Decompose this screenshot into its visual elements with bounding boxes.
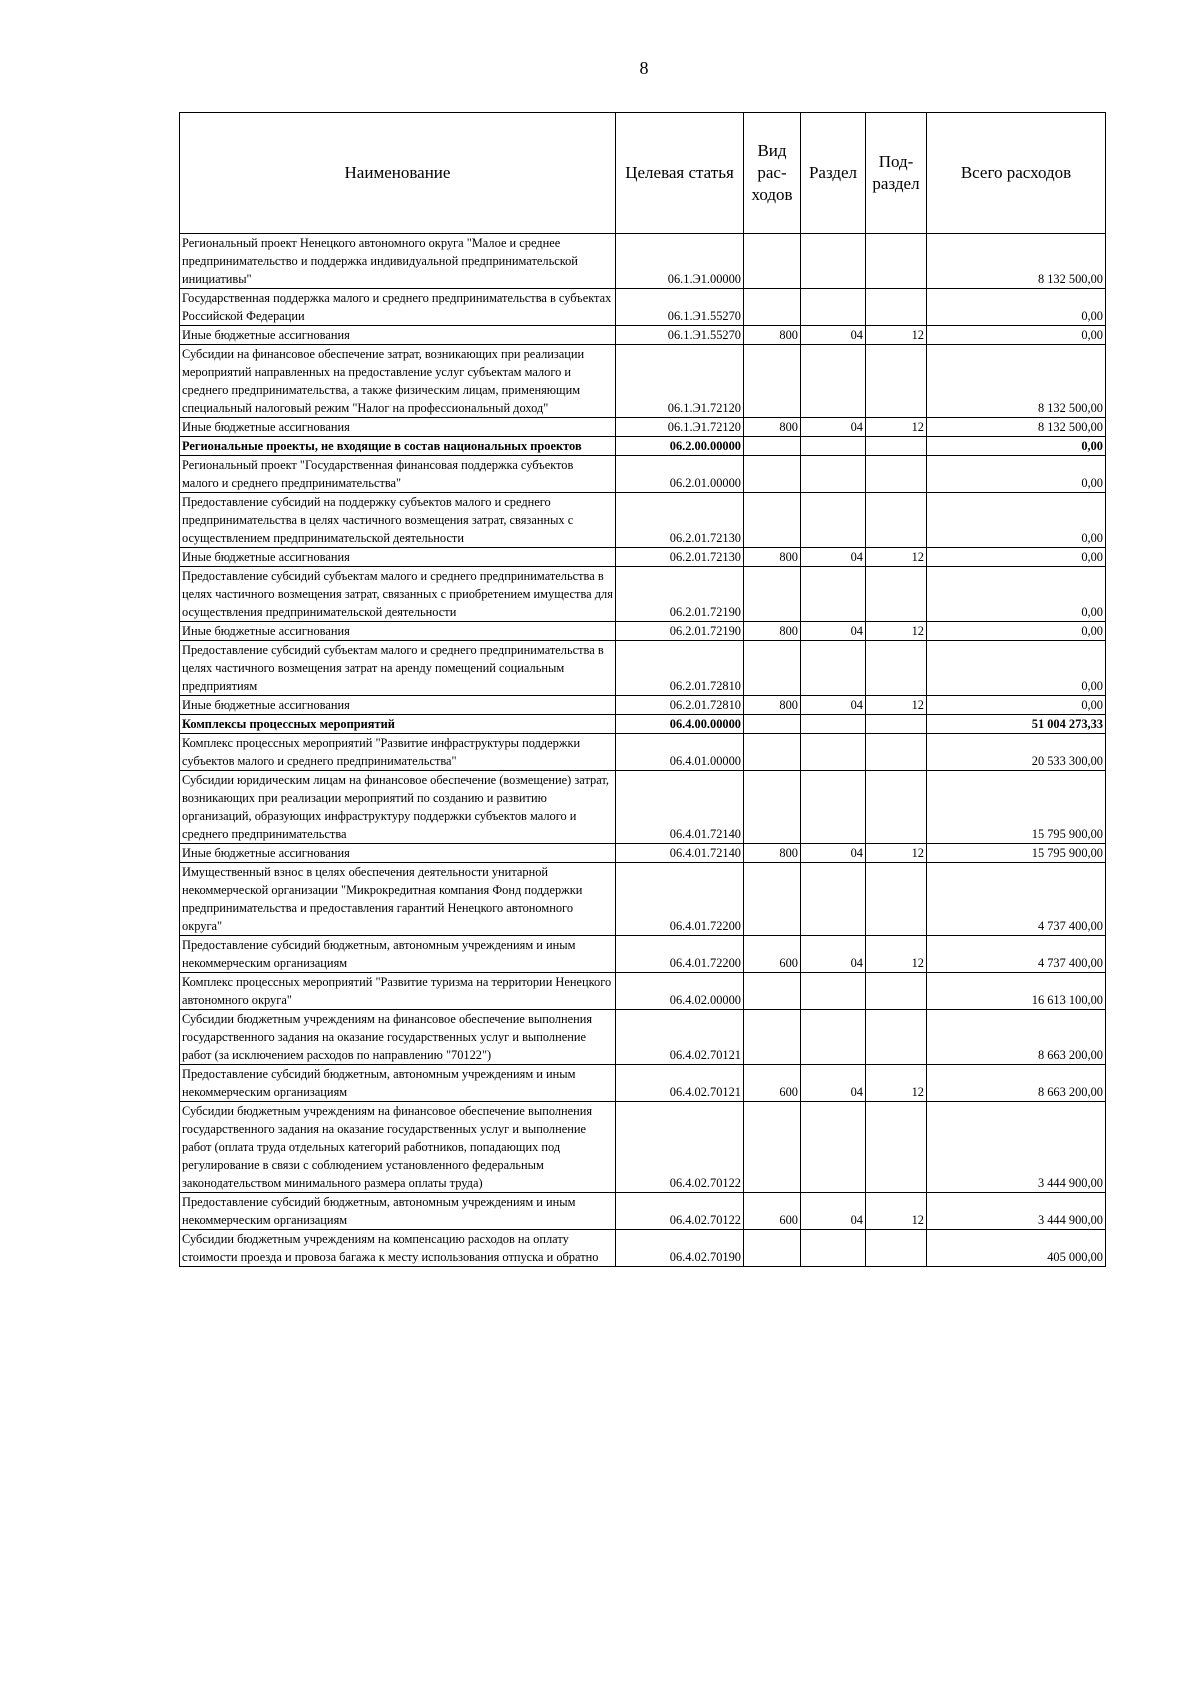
cell-section [801, 437, 866, 456]
table-row [180, 326, 1106, 345]
cell-total: 3 444 900,00 [927, 1102, 1106, 1193]
cell-subsection [866, 973, 927, 1010]
cell-section [801, 715, 866, 734]
cell-subsection [866, 1010, 927, 1065]
cell-section [801, 234, 866, 289]
table-row [180, 234, 1106, 289]
header-kind: Вид рас- ходов [744, 113, 801, 234]
table-row [180, 696, 1106, 715]
cell-subsection [866, 456, 927, 493]
table-row [180, 437, 1106, 456]
cell-name: Предоставление субсидий бюджетным, автономным учреждениям и иным некоммерческим организациям [180, 1193, 616, 1230]
cell-section [801, 456, 866, 493]
cell-section: 04 [801, 548, 866, 567]
table-row [180, 456, 1106, 493]
table-row [180, 418, 1106, 437]
cell-kind [744, 1010, 801, 1065]
table-row [180, 734, 1106, 771]
cell-total: 0,00 [927, 641, 1106, 696]
cell-total: 0,00 [927, 437, 1106, 456]
table-row [180, 771, 1106, 844]
cell-target: 06.4.02.70122 [616, 1102, 744, 1193]
cell-target: 06.2.01.72190 [616, 622, 744, 641]
table-row [180, 1230, 1106, 1267]
cell-kind [744, 863, 801, 936]
cell-name: Субсидии на финансовое обеспечение затрат, возникающих при реализации мероприятий направленных на предоставление услуг субъектам малого и среднего предпринимательства, а также физическим лицам, применяющим специальный налоговый режим "Налог на профессиональный доход" [180, 345, 616, 418]
cell-name: Субсидии юридическим лицам на финансовое обеспечение (возмещение) затрат, возникающих при реализации мероприятий по созданию и развитию организаций, образующих инфраструктуру поддержки субъектов малого и среднего предпринимательства [180, 771, 616, 844]
cell-section [801, 1230, 866, 1267]
cell-section [801, 734, 866, 771]
cell-total: 0,00 [927, 456, 1106, 493]
table-row [180, 1065, 1106, 1102]
cell-section: 04 [801, 696, 866, 715]
cell-kind: 800 [744, 418, 801, 437]
cell-subsection [866, 234, 927, 289]
cell-subsection: 12 [866, 844, 927, 863]
cell-section [801, 289, 866, 326]
cell-total: 20 533 300,00 [927, 734, 1106, 771]
cell-section [801, 345, 866, 418]
cell-target: 06.4.02.70121 [616, 1065, 744, 1102]
cell-kind [744, 715, 801, 734]
cell-section [801, 641, 866, 696]
cell-target: 06.2.01.72190 [616, 567, 744, 622]
cell-total: 0,00 [927, 567, 1106, 622]
cell-subsection [866, 345, 927, 418]
cell-kind [744, 456, 801, 493]
table-row [180, 548, 1106, 567]
cell-name: Иные бюджетные ассигнования [180, 548, 616, 567]
cell-name: Субсидии бюджетным учреждениям на финансовое обеспечение выполнения государственного задания на оказание государственных услуг и выполнение работ (за исключением расходов по направлению "70122") [180, 1010, 616, 1065]
cell-section: 04 [801, 844, 866, 863]
cell-kind: 800 [744, 622, 801, 641]
cell-total: 0,00 [927, 289, 1106, 326]
cell-subsection [866, 1230, 927, 1267]
cell-name: Предоставление субсидий бюджетным, автономным учреждениям и иным некоммерческим организациям [180, 1065, 616, 1102]
cell-section [801, 567, 866, 622]
cell-section [801, 863, 866, 936]
cell-kind [744, 771, 801, 844]
cell-name: Государственная поддержка малого и среднего предпринимательства в субъектах Российской Федерации [180, 289, 616, 326]
cell-total: 4 737 400,00 [927, 936, 1106, 973]
cell-target: 06.1.Э1.55270 [616, 289, 744, 326]
cell-subsection [866, 1102, 927, 1193]
cell-total: 8 132 500,00 [927, 345, 1106, 418]
cell-name: Иные бюджетные ассигнования [180, 844, 616, 863]
cell-subsection: 12 [866, 548, 927, 567]
cell-total: 16 613 100,00 [927, 973, 1106, 1010]
cell-target: 06.2.01.72130 [616, 548, 744, 567]
cell-target: 06.4.02.70121 [616, 1010, 744, 1065]
cell-target: 06.4.01.72140 [616, 771, 744, 844]
cell-kind [744, 1230, 801, 1267]
table-row [180, 844, 1106, 863]
cell-total: 15 795 900,00 [927, 771, 1106, 844]
cell-total: 51 004 273,33 [927, 715, 1106, 734]
table-row [180, 936, 1106, 973]
header-name: Наименование [180, 113, 616, 234]
table-row [180, 715, 1106, 734]
header-target: Целевая статья [616, 113, 744, 234]
cell-target: 06.2.01.00000 [616, 456, 744, 493]
budget-table [179, 112, 1106, 1267]
cell-name: Предоставление субсидий субъектам малого и среднего предпринимательства в целях частичного возмещения затрат, связанных с приобретением имущества для осуществления предпринимательской деятельности [180, 567, 616, 622]
cell-total: 0,00 [927, 548, 1106, 567]
cell-section [801, 1010, 866, 1065]
cell-target: 06.4.02.70190 [616, 1230, 744, 1267]
cell-kind: 800 [744, 326, 801, 345]
cell-section: 04 [801, 936, 866, 973]
cell-kind: 600 [744, 936, 801, 973]
cell-total: 0,00 [927, 493, 1106, 548]
cell-subsection [866, 863, 927, 936]
cell-name: Предоставление субсидий бюджетным, автономным учреждениям и иным некоммерческим организациям [180, 936, 616, 973]
cell-name: Региональный проект Ненецкого автономного округа "Малое и среднее предпринимательство и поддержка индивидуальной предпринимательской инициативы" [180, 234, 616, 289]
cell-target: 06.2.00.00000 [616, 437, 744, 456]
cell-section: 04 [801, 1065, 866, 1102]
cell-kind: 600 [744, 1065, 801, 1102]
cell-total: 8 132 500,00 [927, 418, 1106, 437]
cell-kind: 600 [744, 1193, 801, 1230]
cell-target: 06.2.01.72810 [616, 641, 744, 696]
table-row [180, 1193, 1106, 1230]
cell-subsection [866, 289, 927, 326]
cell-name: Предоставление субсидий на поддержку субъектов малого и среднего предпринимательства в целях частичного возмещения затрат, связанных с осуществлением предпринимательской деятельности [180, 493, 616, 548]
cell-name: Иные бюджетные ассигнования [180, 696, 616, 715]
cell-subsection: 12 [866, 1065, 927, 1102]
cell-target: 06.1.Э1.72120 [616, 418, 744, 437]
cell-subsection [866, 493, 927, 548]
cell-total: 0,00 [927, 622, 1106, 641]
cell-section: 04 [801, 622, 866, 641]
cell-section: 04 [801, 418, 866, 437]
cell-target: 06.4.01.00000 [616, 734, 744, 771]
cell-kind [744, 493, 801, 548]
cell-total: 0,00 [927, 326, 1106, 345]
table-row [180, 1102, 1106, 1193]
cell-subsection: 12 [866, 418, 927, 437]
cell-subsection: 12 [866, 936, 927, 973]
cell-section: 04 [801, 1193, 866, 1230]
cell-total: 405 000,00 [927, 1230, 1106, 1267]
cell-total: 8 663 200,00 [927, 1010, 1106, 1065]
cell-subsection: 12 [866, 622, 927, 641]
table-header-row [180, 113, 1106, 234]
cell-kind [744, 234, 801, 289]
cell-kind [744, 567, 801, 622]
table-row [180, 567, 1106, 622]
cell-subsection: 12 [866, 1193, 927, 1230]
cell-name: Иные бюджетные ассигнования [180, 326, 616, 345]
cell-section [801, 493, 866, 548]
cell-target: 06.2.01.72810 [616, 696, 744, 715]
cell-subsection: 12 [866, 696, 927, 715]
cell-name: Комплекс процессных мероприятий "Развитие инфраструктуры поддержки субъектов малого и среднего предпринимательства" [180, 734, 616, 771]
cell-name: Субсидии бюджетным учреждениям на компенсацию расходов на оплату стоимости проезда и провоза багажа к месту использования отпуска и обратно [180, 1230, 616, 1267]
cell-name: Иные бюджетные ассигнования [180, 622, 616, 641]
cell-subsection [866, 771, 927, 844]
cell-subsection [866, 567, 927, 622]
cell-kind: 800 [744, 696, 801, 715]
cell-total: 15 795 900,00 [927, 844, 1106, 863]
header-total: Всего расходов [927, 113, 1106, 234]
cell-target: 06.4.02.70122 [616, 1193, 744, 1230]
cell-kind: 800 [744, 844, 801, 863]
cell-kind [744, 1102, 801, 1193]
table-row [180, 622, 1106, 641]
cell-target: 06.4.01.72200 [616, 863, 744, 936]
cell-target: 06.1.Э1.55270 [616, 326, 744, 345]
cell-name: Имущественный взнос в целях обеспечения деятельности унитарной некоммерческой организации "Микрокредитная компания Фонд поддержки предпринимательства и предоставления гарантий Ненецкого автономного округа" [180, 863, 616, 936]
table-row [180, 345, 1106, 418]
cell-subsection [866, 715, 927, 734]
cell-target: 06.4.01.72200 [616, 936, 744, 973]
cell-name: Комплексы процессных мероприятий [180, 715, 616, 734]
cell-section [801, 1102, 866, 1193]
cell-kind [744, 973, 801, 1010]
cell-name: Региональные проекты, не входящие в состав национальных проектов [180, 437, 616, 456]
table-row [180, 973, 1106, 1010]
table-body [180, 234, 1106, 1267]
cell-kind [744, 437, 801, 456]
header-section: Раздел [801, 113, 866, 234]
cell-name: Предоставление субсидий субъектам малого и среднего предпринимательства в целях частичного возмещения затрат на аренду помещений социальным предприятиям [180, 641, 616, 696]
table-row [180, 863, 1106, 936]
cell-total: 8 132 500,00 [927, 234, 1106, 289]
cell-total: 3 444 900,00 [927, 1193, 1106, 1230]
cell-total: 8 663 200,00 [927, 1065, 1106, 1102]
cell-target: 06.1.Э1.00000 [616, 234, 744, 289]
cell-name: Иные бюджетные ассигнования [180, 418, 616, 437]
cell-kind [744, 734, 801, 771]
cell-subsection [866, 734, 927, 771]
cell-kind [744, 289, 801, 326]
cell-kind [744, 641, 801, 696]
cell-target: 06.2.01.72130 [616, 493, 744, 548]
cell-kind: 800 [744, 548, 801, 567]
page-number: 8 [639, 58, 649, 78]
cell-subsection: 12 [866, 326, 927, 345]
cell-name: Региональный проект "Государственная финансовая поддержка субъектов малого и среднего предпринимательства" [180, 456, 616, 493]
cell-kind [744, 345, 801, 418]
cell-target: 06.4.00.00000 [616, 715, 744, 734]
cell-target: 06.4.02.00000 [616, 973, 744, 1010]
cell-target: 06.1.Э1.72120 [616, 345, 744, 418]
table-row [180, 1010, 1106, 1065]
table-row [180, 641, 1106, 696]
cell-total: 0,00 [927, 696, 1106, 715]
table-row [180, 493, 1106, 548]
header-subsection: Под- раздел [866, 113, 927, 234]
cell-subsection [866, 437, 927, 456]
cell-name: Субсидии бюджетным учреждениям на финансовое обеспечение выполнения государственного задания на оказание государственных услуг и выполнение работ (оплата труда отдельных категорий работников, попадающих под регулирование в связи с соблюдением установленного федеральным законодательством минимального размера оплаты труда) [180, 1102, 616, 1193]
cell-name: Комплекс процессных мероприятий "Развитие туризма на территории Ненецкого автономного округа" [180, 973, 616, 1010]
cell-subsection [866, 641, 927, 696]
table-row [180, 289, 1106, 326]
cell-section [801, 771, 866, 844]
cell-target: 06.4.01.72140 [616, 844, 744, 863]
cell-total: 4 737 400,00 [927, 863, 1106, 936]
cell-section [801, 973, 866, 1010]
cell-section: 04 [801, 326, 866, 345]
